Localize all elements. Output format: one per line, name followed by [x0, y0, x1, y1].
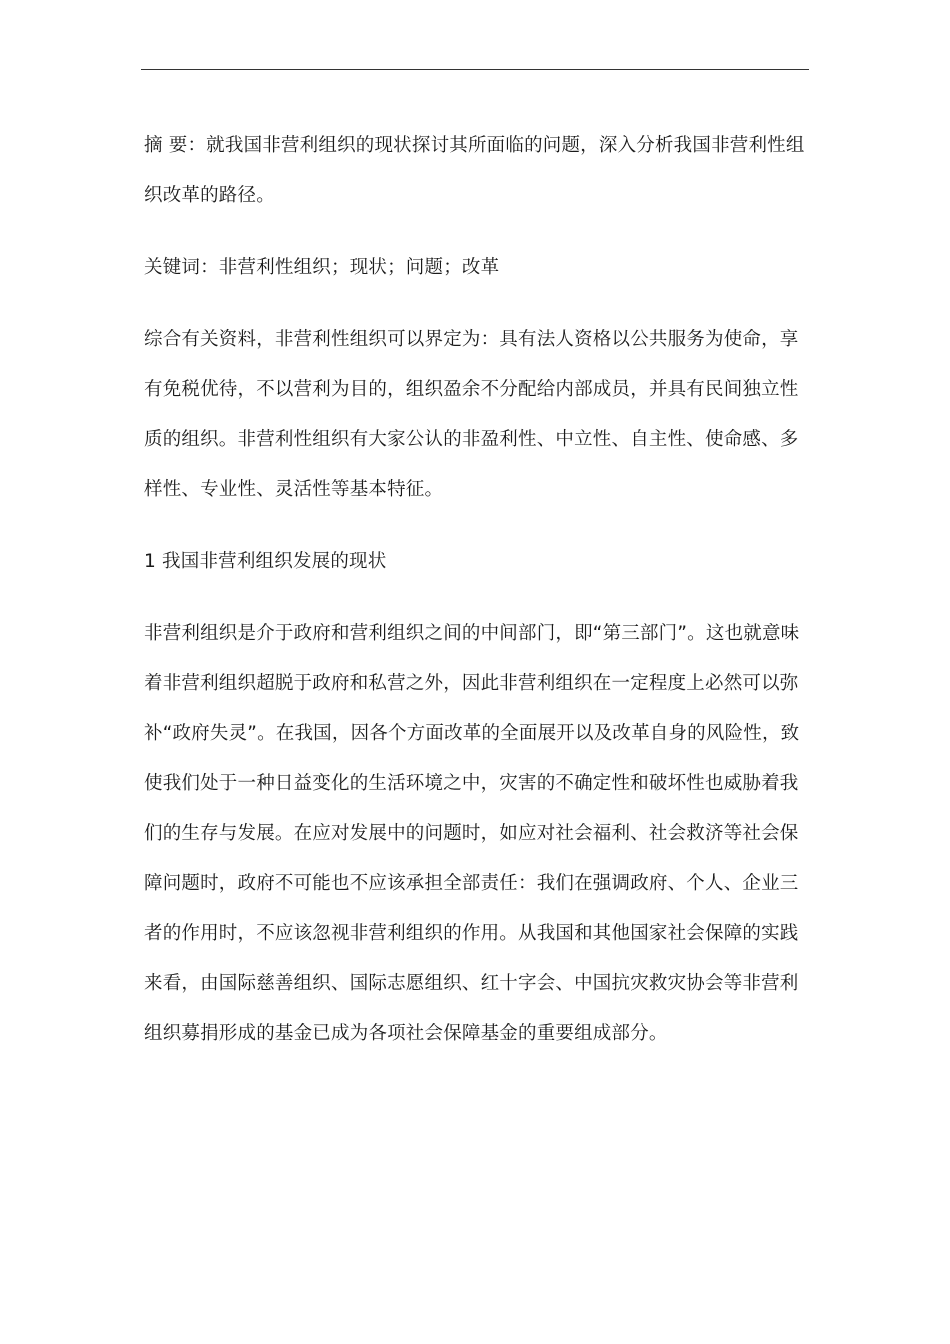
keywords-paragraph: 关键词：非营利性组织；现状；问题；改革 — [144, 257, 500, 278]
abstract-paragraph: 摘 要：就我国非营利组织的现状探讨其所面临的问题，深入分析我国非营利性组织改革的路径。 — [144, 135, 805, 206]
section-body-paragraph: 非营利组织是介于政府和营利组织之间的中间部门，即“第三部门”。这也就意味着非营利组织超脱于政府和私营之外，因此非营利组织在一定程度上必然可以弥补“政府失灵”。在我国，因各个方面改革的全面展开以及改革自身的风险性，致使我们处于一种日益变化的生活环境之中，灾害的不确定性和破坏性也威胁着我们的生存与发展。在应对发展中的问题时，如应对社会福利、社会救济等社会保障问题时，政府不可能也不应该承担全部责任：我们在强调政府、个人、企业三者的作用时，不应该忽视非营利组织的作用。从我国和其他国家社会保障的实践来看，由国际慈善组织、国际志愿组织、红十字会、中国抗灾救灾协会等非营利组织募捐形成的基金已成为各项社会保障基金的重要组成部分。 — [144, 623, 800, 1044]
intro-paragraph: 综合有关资料，非营利性组织可以界定为：具有法人资格以公共服务为使命，享有免税优待，不以营利为目的，组织盈余不分配给内部成员，并具有民间独立性质的组织。非营利性组织有大家公认的非盈利性、中立性、自主性、使命感、多样性、专业性、灵活性等基本特征。 — [144, 329, 799, 500]
document-body — [144, 121, 808, 1059]
header-rule — [141, 69, 809, 70]
section-heading: 1 我国非营利组织发展的现状 — [144, 551, 387, 572]
paragraph-gap — [144, 221, 808, 243]
paragraph-gap — [144, 515, 808, 537]
paragraph-gap — [144, 587, 808, 609]
paragraph-gap — [144, 293, 808, 315]
